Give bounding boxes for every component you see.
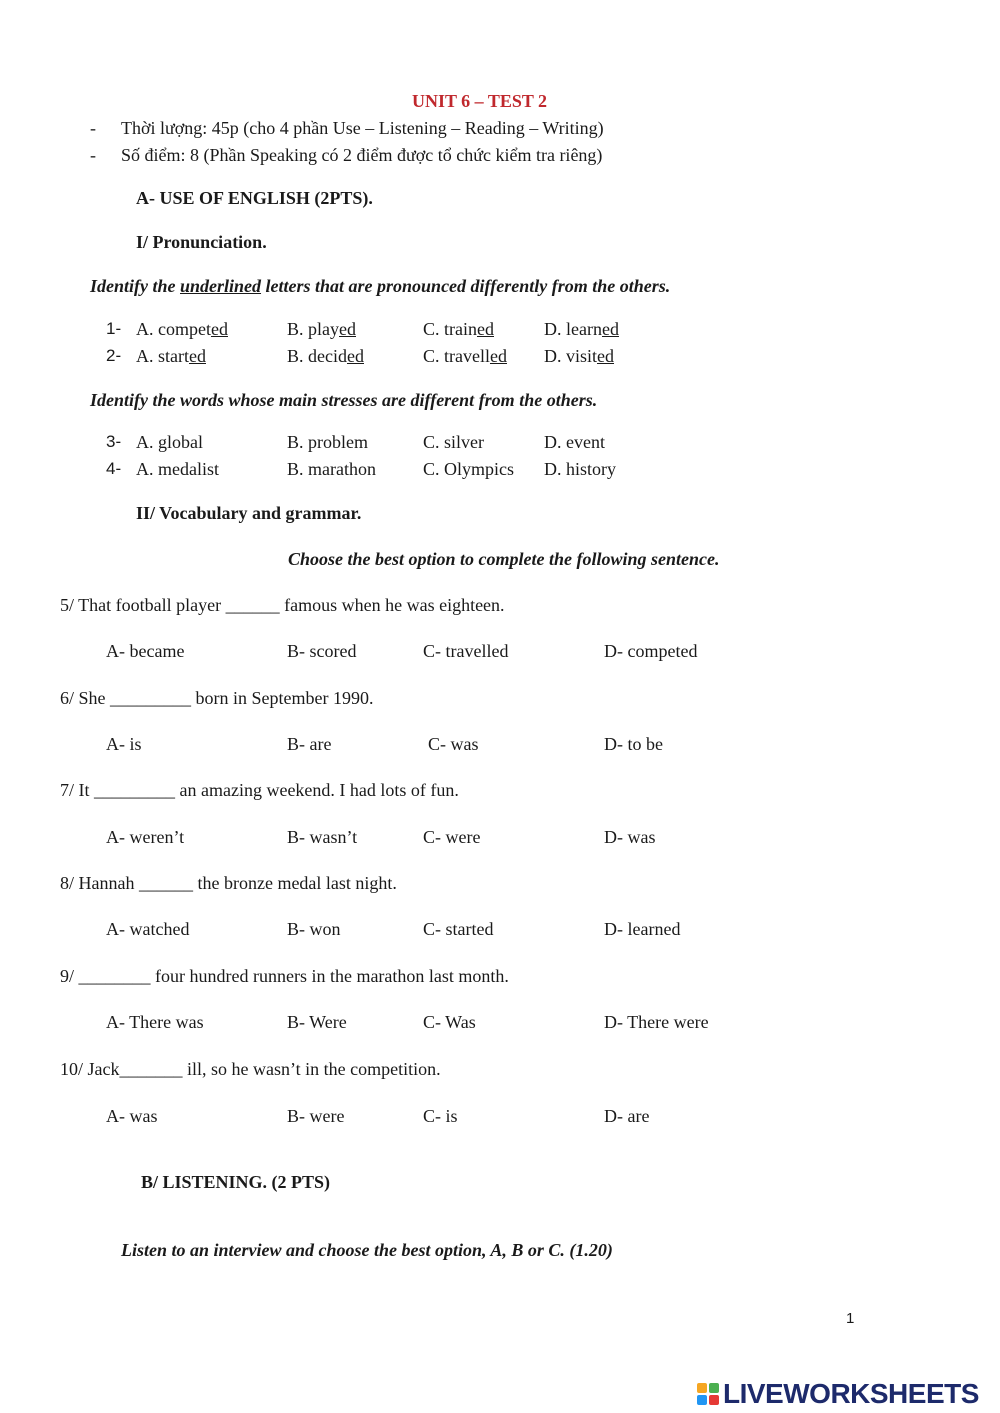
q7-option-b[interactable]: B- wasn’t — [287, 827, 358, 847]
q1-option-d[interactable] — [544, 320, 619, 338]
info-score: Số điểm: 8 (Phần Speaking có 2 điểm được tổ chức kiểm tra riêng) — [121, 145, 603, 165]
question-9-text: 9/ ________ four hundred runners in the marathon last month. — [60, 966, 509, 986]
page-title: UNIT 6 – TEST 2 — [412, 91, 548, 111]
info-dash-1: - — [90, 118, 96, 138]
q9-option-d[interactable]: D- There were — [604, 1012, 709, 1032]
q2-b-underlined: ed — [347, 346, 364, 366]
info-dash-2: - — [90, 145, 96, 165]
q1-option-c[interactable] — [423, 320, 494, 338]
q1-d-base: D. learn — [544, 319, 602, 339]
q10-option-b[interactable]: B- were — [287, 1106, 345, 1126]
q4-option-b[interactable]: B. marathon — [287, 459, 376, 479]
q2-d-base: D. visit — [544, 346, 598, 366]
question-5-text: 5/ That football player ______ famous when he was eighteen. — [60, 595, 505, 615]
q6-option-a[interactable]: A- is — [106, 734, 142, 754]
q1-b-underlined: ed — [339, 319, 356, 339]
q10-option-c[interactable]: C- is — [423, 1106, 458, 1126]
q5-option-b[interactable]: B- scored — [287, 641, 357, 661]
q8-option-a[interactable]: A- watched — [106, 919, 190, 939]
q3-option-d[interactable]: D. event — [544, 432, 605, 452]
q8-option-b[interactable]: B- won — [287, 919, 341, 939]
q1-option-a[interactable] — [136, 320, 228, 338]
q7-option-d[interactable]: D- was — [604, 827, 656, 847]
q7-option-a[interactable]: A- weren’t — [106, 827, 185, 847]
info-duration: Thời lượng: 45p (cho 4 phần Use – Listening – Reading – Writing) — [121, 118, 604, 138]
question-10-text: 10/ Jack_______ ill, so he wasn’t in the competition. — [60, 1059, 441, 1079]
pronunciation-heading: I/ Pronunciation. — [136, 232, 267, 252]
q2-c-base: C. travell — [423, 346, 490, 366]
q2-c-underlined: ed — [489, 346, 507, 366]
question-6-text: 6/ She _________ born in September 1990. — [60, 688, 374, 708]
q6-option-b[interactable]: B- are — [287, 734, 332, 754]
q4-option-c[interactable]: C. Olympics — [423, 459, 515, 479]
q2-d-underlined: ed — [597, 346, 615, 366]
q2-option-a[interactable] — [136, 347, 206, 365]
q6-option-d[interactable]: D- to be — [604, 734, 663, 754]
q1-a-underlined: ed — [210, 319, 228, 339]
q10-option-d[interactable]: D- are — [604, 1106, 650, 1126]
question-4-number: 4- — [106, 459, 122, 478]
q9-option-b[interactable]: B- Were — [287, 1012, 347, 1032]
q1-a-base: A. compet — [136, 319, 211, 339]
q1-d-underlined: ed — [601, 319, 619, 339]
q2-option-b[interactable] — [287, 347, 364, 365]
q2-a-underlined: ed — [189, 346, 206, 366]
q1-option-b[interactable] — [287, 320, 356, 338]
question-8-text: 8/ Hannah ______ the bronze medal last night. — [60, 873, 397, 893]
q10-option-a[interactable]: A- was — [106, 1106, 158, 1126]
q1-c-base: C. train — [423, 319, 477, 339]
q5-option-c[interactable]: C- travelled — [423, 641, 509, 661]
q9-option-c[interactable]: C- Was — [423, 1012, 476, 1032]
q2-a-base: A. start — [136, 346, 189, 366]
listening-instruction: Listen to an interview and choose the best option, A, B or C. (1.20) — [121, 1240, 613, 1260]
question-3-number: 3- — [106, 432, 122, 451]
q4-option-a[interactable]: A. medalist — [136, 459, 219, 479]
q4-option-d[interactable]: D. history — [544, 459, 616, 479]
logo-text: LIVEWORKSHEETS — [723, 1378, 979, 1409]
q3-option-a[interactable]: A. global — [136, 432, 203, 452]
vocab-heading: II/ Vocabulary and grammar. — [136, 503, 362, 523]
instruction-underlined: underlined — [180, 276, 262, 296]
q5-option-d[interactable]: D- competed — [604, 641, 698, 661]
question-1-number: 1- — [106, 319, 122, 338]
q3-option-c[interactable]: C. silver — [423, 432, 484, 452]
section-b-heading: B/ LISTENING. (2 PTS) — [141, 1172, 331, 1192]
instruction-post: letters that are pronounced differently from the others. — [261, 276, 671, 296]
vocab-instruction: Choose the best option to complete the following sentence. — [288, 549, 720, 569]
q5-option-a[interactable]: A- became — [106, 641, 185, 661]
q2-b-base: B. decid — [287, 346, 347, 366]
q8-option-d[interactable]: D- learned — [604, 919, 681, 939]
liveworksheets-logo — [697, 1378, 997, 1410]
q1-c-underlined: ed — [477, 319, 494, 339]
question-7-text: 7/ It _________ an amazing weekend. I had lots of fun. — [60, 780, 459, 800]
q7-option-c[interactable]: C- were — [423, 827, 481, 847]
q9-option-a[interactable]: A- There was — [106, 1012, 204, 1032]
q3-option-b[interactable]: B. problem — [287, 432, 368, 452]
pronunciation-instruction — [90, 277, 670, 295]
page-number: 1 — [846, 1310, 855, 1327]
stress-instruction: Identify the words whose main stresses are different from the others. — [90, 390, 598, 410]
q2-option-c[interactable] — [423, 347, 507, 365]
q2-option-d[interactable] — [544, 347, 614, 365]
question-2-number: 2- — [106, 346, 122, 365]
section-a-heading: A- USE OF ENGLISH (2PTS). — [136, 188, 373, 208]
q6-option-c[interactable]: C- was — [428, 734, 479, 754]
instruction-pre: Identify the — [90, 276, 180, 296]
q8-option-c[interactable]: C- started — [423, 919, 494, 939]
q1-b-base: B. play — [287, 319, 339, 339]
logo-grid-icon — [697, 1383, 719, 1405]
